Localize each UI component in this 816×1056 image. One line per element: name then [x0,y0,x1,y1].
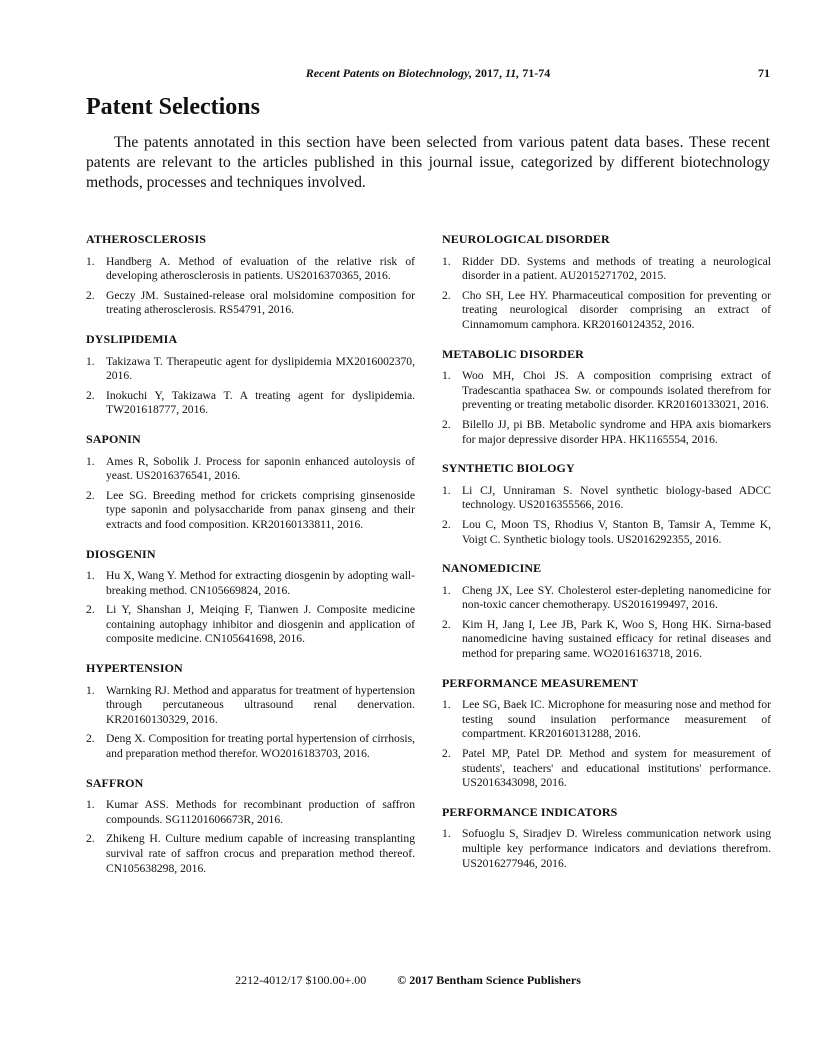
section-heading: HYPERTENSION [86,661,183,676]
patent-entry [442,518,771,547]
right-column [442,232,771,885]
patent-entry [442,418,771,447]
patent-section [442,676,771,791]
patent-entry [86,255,415,284]
patent-entry [86,489,415,533]
entry-citation: Sofuoglu S, Siradjev D. Wireless communication network using multiple key performance indicators and deviations therefrom. US2016277946, 2016. [462,827,771,870]
patent-section [86,661,415,762]
entry-citation: Lou C, Moon TS, Rhodius V, Stanton B, Tamsir A, Temme K, Voigt C. Synthetic biology tools. US2016292355, 2016. [462,517,771,546]
patent-list [86,798,415,876]
patent-entry [442,484,771,513]
entry-number: 1. [86,798,95,812]
entry-citation: Handberg A. Method of evaluation of the relative risk of developing atherosclerosis in patients. US2016370365, 2016. [106,254,415,283]
patent-entry [442,747,771,791]
entry-number: 2. [86,388,95,402]
patent-entry [86,684,415,728]
entry-citation: Cho SH, Lee HY. Pharmaceutical composition for preventing or treating neurological disorder comprising an extract of Cinnamomum camphora. KR20160124352, 2016. [462,288,771,331]
section-heading: PERFORMANCE INDICATORS [442,804,618,819]
patent-entry [86,455,415,484]
section-heading: DYSLIPIDEMIA [86,331,178,346]
entry-citation: Kim H, Jang I, Lee JB, Park K, Woo S, Hong HK. Sirna-based nanomedicine having sustained efficacy for retinal diseases and method for preparing same. WO2016163718, 2016. [462,617,771,661]
patent-list [442,484,771,547]
patent-list [86,255,415,318]
patent-list [442,698,771,791]
entry-number: 2. [86,288,95,302]
journal-volume: 11, [504,66,520,80]
section-heading: NANOMEDICINE [442,561,542,576]
entry-citation: Deng X. Composition for treating portal hypertension of cirrhosis, and preparation method therefor. WO2016183703, 2016. [106,732,415,761]
patent-list [86,455,415,533]
patent-entry [86,732,415,761]
patent-entry [86,603,415,647]
journal-citation [86,66,770,81]
entry-number: 1. [442,698,451,712]
patent-entry [86,389,415,418]
entry-number: 1. [86,354,95,368]
entry-citation: Bilello JJ, pi BB. Metabolic syndrome and HPA axis biomarkers for major depressive disorder HPA. HK1165554, 2016. [462,417,771,446]
patent-entry [442,289,771,333]
patent-entry [442,369,771,413]
entry-citation: Ridder DD. Systems and methods of treating a neurological disorder in a patient. AU2015271702, 2015. [462,254,771,283]
entry-citation: Kumar ASS. Methods for recombinant production of saffron compounds. SG11201606673R, 2016. [106,798,415,826]
patent-entry [86,798,415,827]
patent-section [86,232,415,318]
patent-entry [86,832,415,876]
entry-number: 1. [86,569,95,583]
entry-number: 1. [86,254,95,268]
entry-citation: Cheng JX, Lee SY. Cholesterol ester-depleting nanomedicine for non-toxic cancer chemotherapy. US2016199497, 2016. [462,583,771,612]
patent-section [442,232,771,333]
entry-citation: Zhikeng H. Culture medium capable of increasing transplanting survival rate of saffron crocus and preparation method thereof. CN105638298, 2016. [106,832,415,875]
patent-entry [442,698,771,742]
entry-citation: Li CJ, Unniraman S. Novel synthetic biology-based ADCC technology. US2016355566, 2016. [462,483,771,512]
publisher-copyright: © 2017 Bentham Science Publishers [397,973,581,987]
patent-list [442,369,771,447]
patent-section [86,432,415,533]
journal-pages: 71-74 [522,66,551,80]
entry-citation: Lee SG, Baek IC. Microphone for measuring nose and method for testing sound insulation performance measurement of compartment. KR20160131288, 2016. [462,698,771,741]
patent-entry [442,827,771,871]
patent-list [86,569,415,647]
entry-number: 2. [442,417,451,431]
entry-number: 1. [442,827,451,841]
patent-entry [442,255,771,284]
patent-list [442,584,771,662]
running-header [86,66,770,84]
entry-citation: Woo MH, Choi JS. A composition comprising extract of Tradescantia spathacea Sw. or compounds isolated therefrom for preventing or treating metabolic disorder. KR20160133021, 2016. [462,369,771,412]
section-heading: METABOLIC DISORDER [442,346,584,361]
patent-entry [86,569,415,598]
entry-number: 2. [442,617,451,631]
journal-year: 2017, [474,66,502,80]
patent-entry [442,584,771,613]
patent-list [86,355,415,418]
entry-citation: Li Y, Shanshan J, Meiqing F, Tianwen J. Composite medicine containing autophagy inhibitor and diosgenin and application of composite medicine. CN105641698, 2016. [106,603,415,646]
entry-citation: Takizawa T. Therapeutic agent for dyslipidemia MX2016002370, 2016. [106,354,415,383]
patent-section [86,776,415,877]
patent-list [442,255,771,333]
left-column [86,232,415,890]
entry-number: 1. [86,454,95,468]
intro-paragraph: The patents annotated in this section have been selected from various patent data bases. These recent patents are relevant to the articles published in this journal issue, categorized by different biotechnology methods, processes and techniques involved. [86,134,770,191]
patent-entry [86,355,415,384]
entry-citation: Lee SG. Breeding method for crickets comprising ginsenoside type saponin and polysaccharide from panax ginseng and their extracts and food composition. KR20160133811, 2016. [106,488,415,531]
section-heading: SYNTHETIC BIOLOGY [442,461,575,476]
entry-citation: Geczy JM. Sustained-release oral molsidomine composition for treating atherosclerosis. RS54791, 2016. [106,288,415,317]
page-title: Patent Selections [86,94,260,120]
section-heading: SAPONIN [86,431,141,446]
entry-number: 1. [442,369,451,383]
patent-section [86,547,415,648]
patent-section [442,347,771,448]
entry-citation: Inokuchi Y, Takizawa T. A treating agent for dyslipidemia. TW201618777, 2016. [106,388,415,417]
entry-number: 2. [86,732,95,746]
page-number: 71 [758,66,770,80]
entry-number: 1. [442,483,451,497]
entry-number: 1. [442,583,451,597]
issn-price: 2212-4012/17 $100.00+.00 [235,973,367,987]
patent-section [86,332,415,418]
page-footer [0,973,816,988]
section-heading: SAFFRON [86,775,144,790]
patent-list [442,827,771,871]
patent-section [442,561,771,662]
patent-section [442,461,771,547]
journal-name: Recent Patents on Biotechnology, [305,66,472,80]
entry-number: 1. [86,683,95,697]
patent-entry [442,618,771,662]
entry-number: 1. [442,254,451,268]
entry-number: 2. [86,603,95,617]
entry-number: 2. [86,832,95,846]
patent-section [442,805,771,871]
section-heading: NEUROLOGICAL DISORDER [442,232,610,246]
section-heading: ATHEROSCLEROSIS [86,232,206,246]
entry-citation: Warnking RJ. Method and apparatus for treatment of hypertension through percutaneous ultrasound renal denervation. KR20160130329, 2016. [106,683,415,726]
patent-list [86,684,415,762]
section-heading: DIOSGENIN [86,546,156,561]
entry-citation: Patel MP, Patel DP. Method and system for measurement of students', teachers' and educational institutions' performance. US2016343098, 2016. [462,747,771,790]
entry-number: 2. [86,488,95,502]
entry-citation: Ames R, Sobolik J. Process for saponin enhanced autoloysis of yeast. US2016376541, 2016. [106,454,415,483]
patent-entry [86,289,415,318]
entry-number: 2. [442,747,451,761]
section-heading: PERFORMANCE MEASUREMENT [442,675,638,690]
entry-number: 2. [442,288,451,302]
entry-number: 2. [442,517,451,531]
entry-citation: Hu X, Wang Y. Method for extracting diosgenin by adopting wall-breaking method. CN105669824, 2016. [106,569,415,597]
